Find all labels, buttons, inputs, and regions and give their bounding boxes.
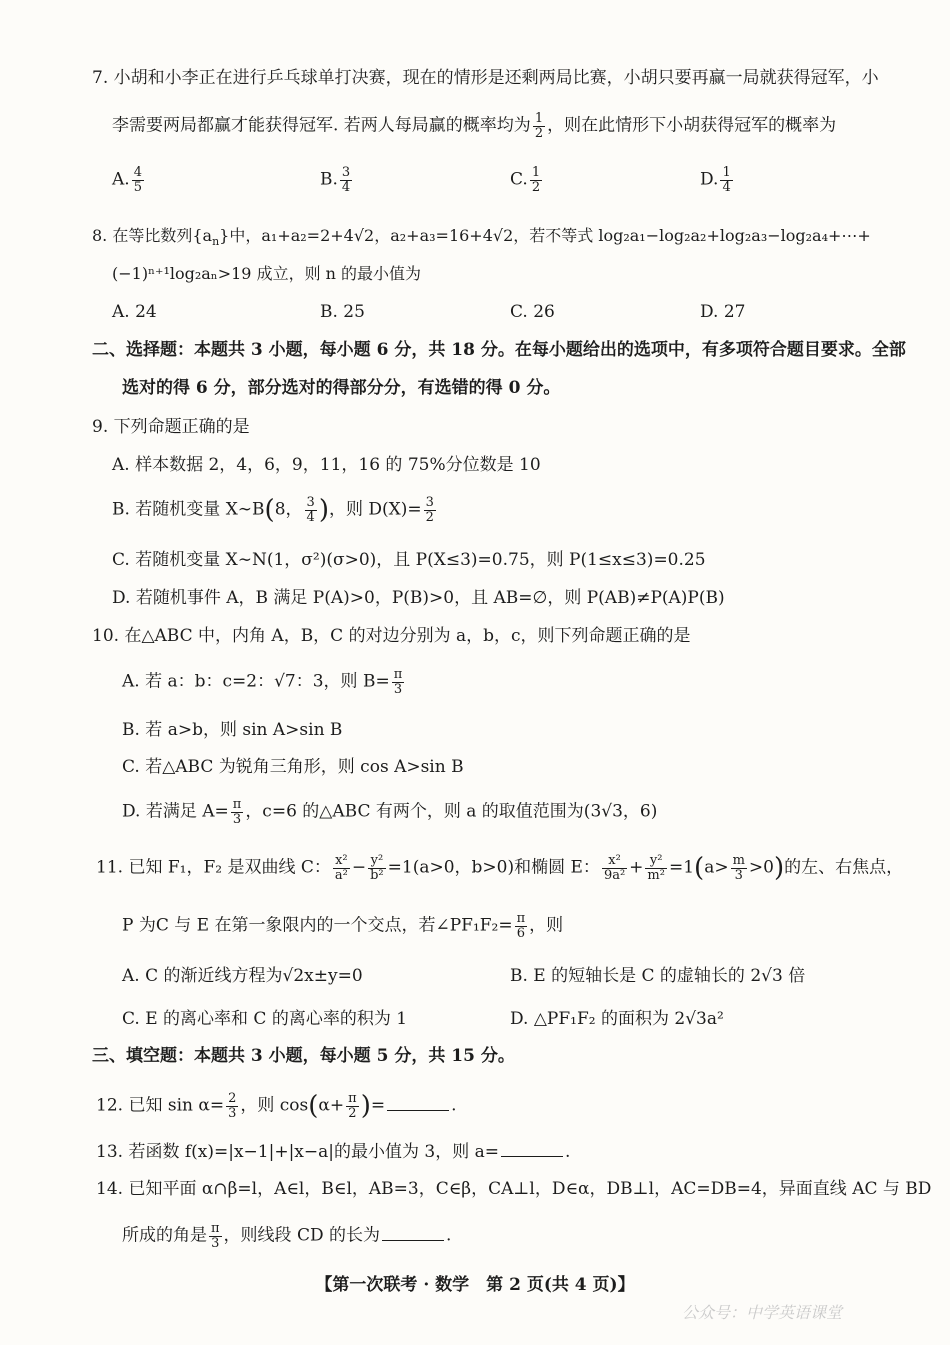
q7-option-c: C. $\frac{1}{2}$ [510, 165, 541, 195]
q13-line: 13. 若函数 f(x)=|x−1|+|x−a|的最小值为 3，则 a= . [96, 1142, 571, 1162]
answer-blank[interactable] [382, 1239, 444, 1241]
q7-option-d: D. $\frac{1}{4}$ [700, 165, 731, 195]
watermark: 公众号：中学英语课堂 [682, 1303, 843, 1322]
fraction-half: $\frac{1}{2}$ [534, 111, 544, 141]
q9-stem: 9. 下列命题正确的是 [92, 417, 250, 437]
q9-option-c: C. 若随机变量 X∼N(1，σ²)(σ>0)，且 P(X≤3)=0.75，则 P(1≤x≤3)=0.25 [112, 550, 706, 570]
q8-option-a: A. 24 [112, 302, 157, 322]
q7-line1: 7. 小胡和小李正在进行乒乓球单打决赛，现在的情形是还剩两局比赛，小胡只要再赢一局就获得冠军，小 [92, 68, 879, 88]
q8-line1: 8. 在等比数列$\{a_n\}$中，a₁+a₂=2+4√2，a₂+a₃=16+4√2，若不等式 log₂a₁−log₂a₂+log₂a₃−log₂a₄+⋯+ [92, 226, 871, 249]
q12-line: 12. 已知 sin α= $\frac{2}{3}$ ，则 cos(α+ $\frac{\pi}{2}$ )= . [96, 1091, 457, 1122]
q10-option-b: B. 若 a>b，则 sin A>sin B [122, 720, 343, 740]
q11-option-a: A. C 的渐近线方程为√2x±y=0 [122, 966, 363, 986]
q8-option-c: C. 26 [510, 302, 555, 322]
section2-heading: 二、选择题：本题共 3 小题，每小题 6 分，共 18 分。在每小题给出的选项中，有多项符合题目要求。全部 [92, 340, 906, 360]
q14-line2: 所成的角是 $\frac{\pi}{3}$ ，则线段 CD 的长为 . [122, 1221, 452, 1251]
q11-option-c: C. E 的离心率和 C 的离心率的积为 1 [122, 1009, 408, 1029]
q14-line1: 14. 已知平面 α∩β=l，A∈l，B∈l，AB=3，C∈β，CA⊥l，D∈α，DB⊥l，AC=DB=4，异面直线 AC 与 BD [96, 1179, 932, 1199]
q7-option-a: A. $\frac{4}{5}$ [112, 165, 142, 195]
q9-option-b: B. 若随机变量 X∼B(8， $\frac{3}{4}$ )，则 D(X)= $\frac{3}{2}$ [112, 495, 434, 526]
q11-line1: 11. 已知 F₁，F₂ 是双曲线 C： $\frac{\text{x²}}{\text{a²}}$ − $\frac{\text{y²}}{\text{b²}}$ =1(a>0，b>0)和椭圆 E： $\frac{\text{x²}}{\text{9a²}}$ + $\frac{\text{y²}}{\text{m²}}$ =1(a> $\frac{m}{3}$ >0)的左、右焦点， [96, 853, 904, 884]
q9-option-a: A. 样本数据 2，4，6，9，11，16 的 75%分位数是 10 [112, 455, 541, 475]
q11-line2: P 为C 与 E 在第一象限内的一个交点，若∠PF₁F₂= $\frac{\pi}{6}$ ，则 [122, 911, 564, 941]
answer-blank[interactable] [387, 1109, 449, 1111]
section3-heading: 三、填空题：本题共 3 小题，每小题 5 分，共 15 分。 [92, 1046, 515, 1066]
q7-line2: 李需要两局都赢才能获得冠军. 若两人每局赢的概率均为 $\frac{1}{2}$ ，则在此情形下小胡获得冠军的概率为 [112, 111, 837, 141]
q10-stem: 10. 在△ABC 中，内角 A，B，C 的对边分别为 a，b，c，则下列命题正确的是 [92, 626, 691, 646]
q11-option-b: B. E 的短轴长是 C 的虚轴长的 2√3 倍 [510, 966, 806, 986]
q9-option-d: D. 若随机事件 A，B 满足 P(A)>0，P(B)>0，且 AB=∅，则 P(AB)≠P(A)P(B) [112, 588, 725, 608]
q8-option-b: B. 25 [320, 302, 365, 322]
page-footer: 【第一次联考 · 数学 第 2 页(共 4 页)】 [315, 1275, 635, 1295]
q10-option-c: C. 若△ABC 为锐角三角形，则 cos A>sin B [122, 757, 464, 777]
answer-blank[interactable] [501, 1155, 563, 1157]
q8-option-d: D. 27 [700, 302, 746, 322]
section2-line2: 选对的得 6 分，部分选对的得部分分，有选错的得 0 分。 [122, 378, 561, 398]
q8-line2: (−1)ⁿ⁺¹log₂aₙ>19 成立，则 n 的最小值为 [112, 264, 422, 283]
q7-option-b: B. $\frac{3}{4}$ [320, 165, 351, 195]
q10-option-d: D. 若满足 A= $\frac{\pi}{3}$ ，c=6 的△ABC 有两个，则 a 的取值范围为(3√3，6) [122, 797, 658, 827]
q11-option-d: D. △PF₁F₂ 的面积为 2√3a² [510, 1009, 724, 1029]
q10-option-a: A. 若 a：b：c=2：√7：3，则 B= $\frac{\pi}{3}$ [122, 667, 403, 697]
